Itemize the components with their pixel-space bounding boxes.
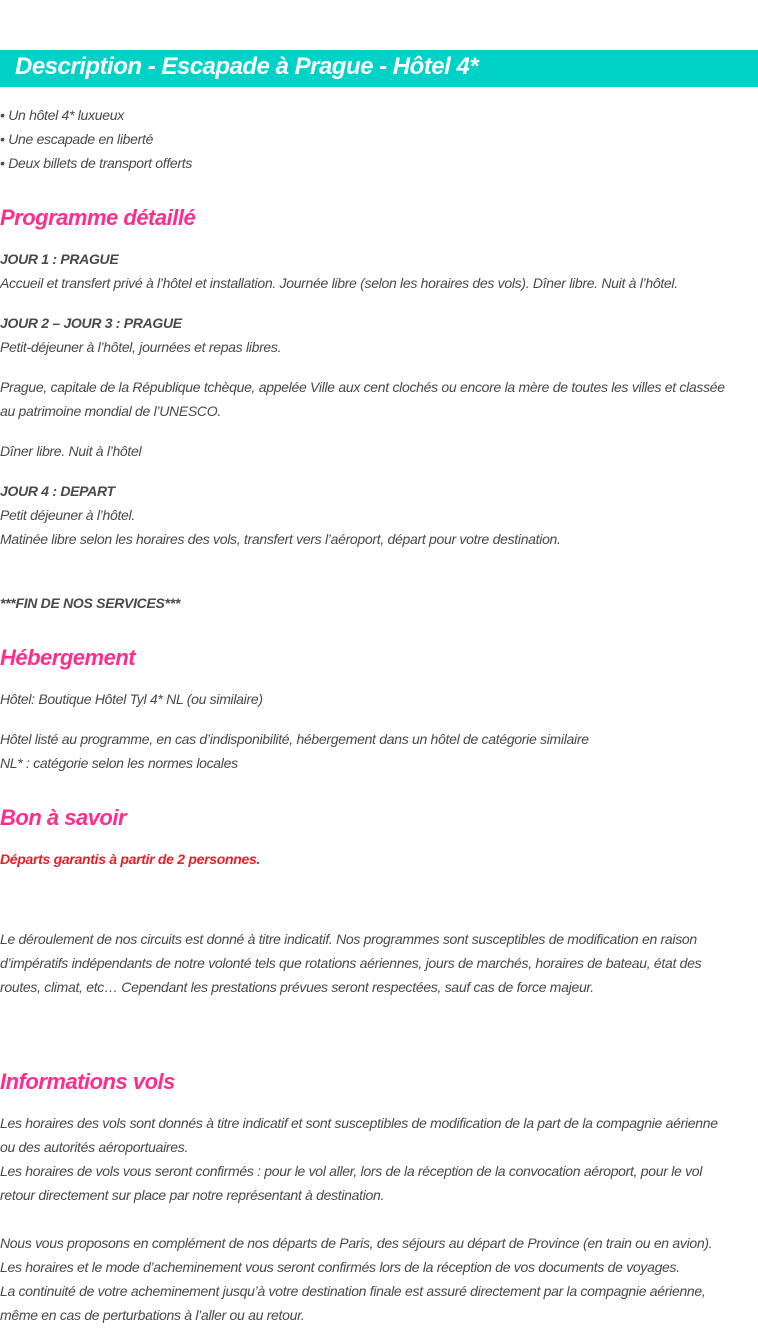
list-item: • Deux billets de transport offerts (0, 155, 193, 171)
day-text: Matinée libre selon les horaires des vols, transfert vers l’aéroport, départ pour votre destination. (0, 531, 561, 547)
guarantee-notice: Départs garantis à partir de 2 personnes. (0, 851, 261, 867)
day-text: Prague, capitale de la République tchèque, appelée Ville aux cent clochés ou encore la mère de toutes les villes et classée (0, 379, 725, 395)
day-title: JOUR 2 – JOUR 3 : PRAGUE (0, 315, 182, 331)
hotel-name: Hôtel: Boutique Hôtel Tyl 4* NL (ou similaire) (0, 691, 263, 707)
section-heading-programme: Programme détaillé (0, 205, 196, 230)
day-text: Accueil et transfert privé à l’hôtel et installation. Journée libre (selon les horaires des vols). Dîner libre. Nuit à l’hôtel. (0, 275, 678, 291)
disclaimer-text: routes, climat, etc… Cependant les prestations prévues seront respectées, sauf cas de force majeur. (0, 979, 594, 995)
vols-text: Les horaires des vols sont donnés à titre indicatif et sont susceptibles de modification de la part de la compagnie aérienne (0, 1115, 718, 1131)
day-text: Dîner libre. Nuit à l’hôtel (0, 443, 142, 459)
section-heading-vols: Informations vols (0, 1069, 175, 1094)
disclaimer-text: Le déroulement de nos circuits est donné à titre indicatif. Nos programmes sont susceptibles de modification en raison (0, 931, 697, 947)
page-title: Description - Escapade à Prague - Hôtel 4* (15, 53, 479, 80)
day-text: Petit-déjeuner à l’hôtel, journées et repas libres. (0, 339, 282, 355)
list-item: • Une escapade en liberté (0, 131, 154, 147)
day-text: au patrimoine mondial de l’UNESCO. (0, 403, 221, 419)
vols-text: même en cas de perturbations à l’aller ou au retour. (0, 1307, 305, 1323)
vols-text: ou des autorités aéroportuaires. (0, 1139, 189, 1155)
section-heading-hebergement: Hébergement (0, 645, 136, 670)
disclaimer-text: d’impératifs indépendants de notre volonté tels que rotations aériennes, jours de marchés, horaires de bateau, état des (0, 955, 702, 971)
hotel-note: Hôtel listé au programme, en cas d’indisponibilité, hébergement dans un hôtel de catégorie similaire (0, 731, 589, 747)
day-title: JOUR 4 : DEPART (0, 483, 115, 499)
vols-text: Les horaires de vols vous seront confirmés : pour le vol aller, lors de la réception de la convocation aéroport, pour le vol (0, 1163, 703, 1179)
vols-text: Nous vous proposons en complément de nos départs de Paris, des séjours au départ de Province (en train ou en avion). (0, 1235, 713, 1251)
description-banner (0, 50, 758, 87)
end-of-services: ***FIN DE NOS SERVICES*** (0, 595, 180, 611)
day-title: JOUR 1 : PRAGUE (0, 251, 119, 267)
section-heading-bon-a-savoir: Bon à savoir (0, 805, 127, 830)
hotel-note: NL* : catégorie selon les normes locales (0, 755, 238, 771)
vols-text: La continuité de votre acheminement jusqu’à votre destination finale est assuré directement par la compagnie aérienne, (0, 1283, 706, 1299)
vols-text: retour directement sur place par notre représentant à destination. (0, 1187, 385, 1203)
vols-text: Les horaires et le mode d’acheminement vous seront confirmés lors de la réception de vos documents de voyages. (0, 1259, 680, 1275)
day-text: Petit déjeuner à l’hôtel. (0, 507, 135, 523)
list-item: • Un hôtel 4* luxueux (0, 107, 124, 123)
